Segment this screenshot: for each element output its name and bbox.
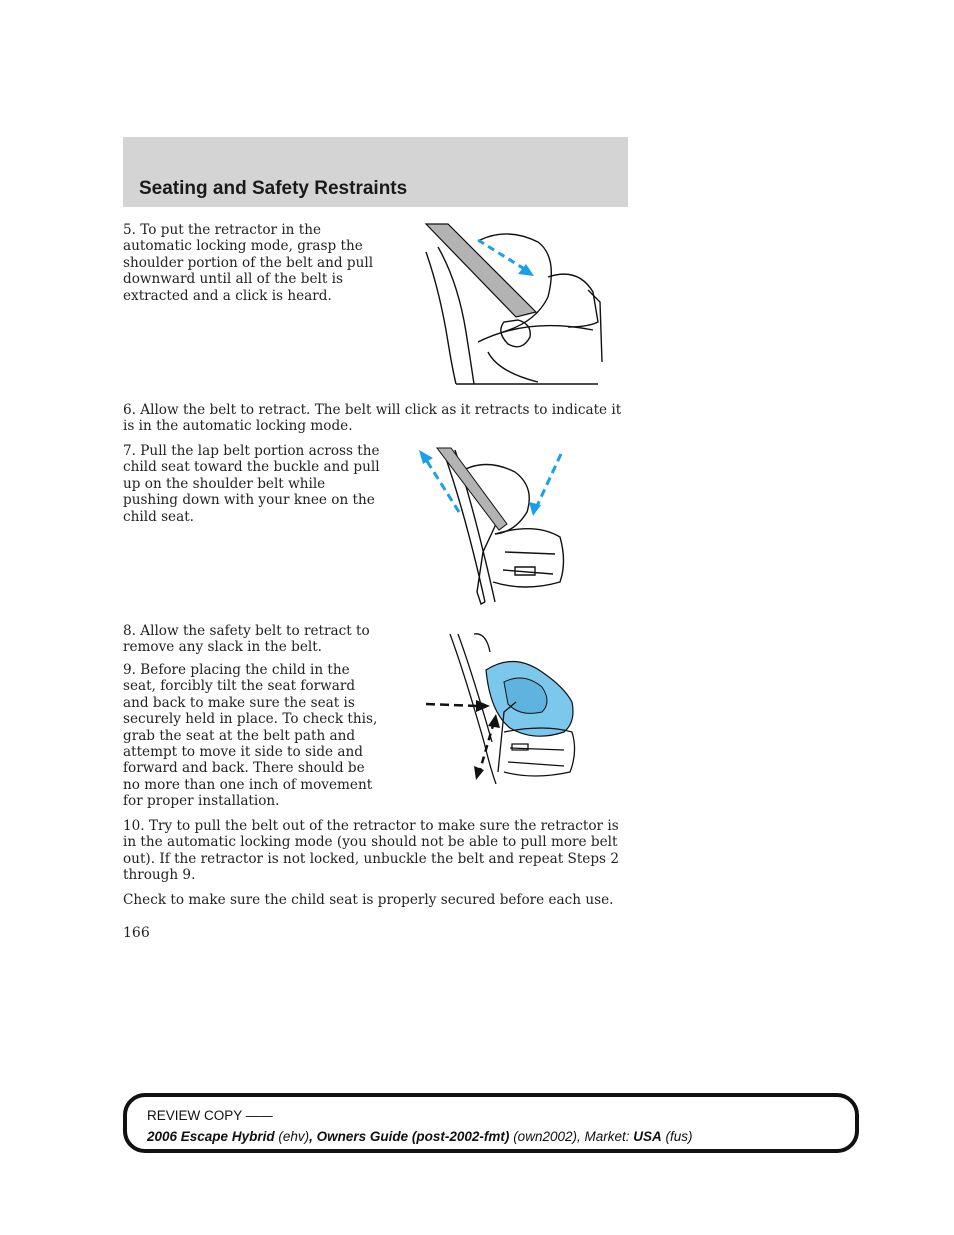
illustration-child-seat-tilt: [424, 632, 584, 784]
model-code: (ehv): [278, 1129, 310, 1144]
model-name: 2006 Escape Hybrid: [147, 1129, 275, 1144]
market-code: (fus): [665, 1129, 693, 1144]
step-7-text: 7. Pull the lap belt portion across the child seat toward the buckle and pull up on the shoulder belt while pushing down with your knee on the child seat.: [123, 443, 380, 525]
figure-shoulder-belt-pull: [418, 222, 608, 387]
review-copy-box: [123, 1093, 859, 1153]
step-6-text: 6. Allow the belt to retract. The belt will click as it retracts to indicate it is in the automatic locking mode.: [123, 402, 622, 435]
page-number: 166: [123, 925, 150, 941]
final-check-text: Check to make sure the child seat is properly secured before each use.: [123, 892, 614, 908]
section-title: Seating and Safety Restraints: [139, 178, 408, 199]
illustration-child-seat-lap-belt: [415, 442, 575, 612]
market-name: USA: [633, 1129, 662, 1144]
separator-1: ,: [309, 1129, 313, 1144]
figure-seat-tilt-check: [424, 632, 584, 784]
review-copy-details: [147, 1129, 693, 1144]
guide-code: (own2002): [513, 1129, 577, 1144]
review-copy-label: REVIEW COPY ——: [147, 1108, 273, 1123]
step-8-text: 8. Allow the safety belt to retract to remove any slack in the belt.: [123, 623, 370, 656]
illustration-seat-belt-pull: [418, 222, 608, 387]
step-10-text: 10. Try to pull the belt out of the retractor to make sure the retractor is in the automatic locking mode (you should not be able to pull more belt out). If the retractor is not locked, unbuckle the belt and repeat Steps 2 through 9.: [123, 818, 619, 884]
step-9-text: 9. Before placing the child in the seat, forcibly tilt the seat forward and back to make sure the seat is securely held in place. To check this, grab the seat at the belt path and attempt to move it side to side and forward and back. There should be no more than one inch of movement for proper installation.: [123, 662, 378, 810]
guide-name: Owners Guide (post-2002-fmt): [316, 1129, 510, 1144]
section-header-band: [123, 137, 628, 207]
market-label: , Market:: [576, 1129, 630, 1144]
step-5-text: 5. To put the retractor in the automatic locking mode, grasp the shoulder portion of the belt and pull downward until all of the belt is extracted and a click is heard.: [123, 222, 374, 304]
figure-lap-belt-pull: [415, 442, 575, 612]
